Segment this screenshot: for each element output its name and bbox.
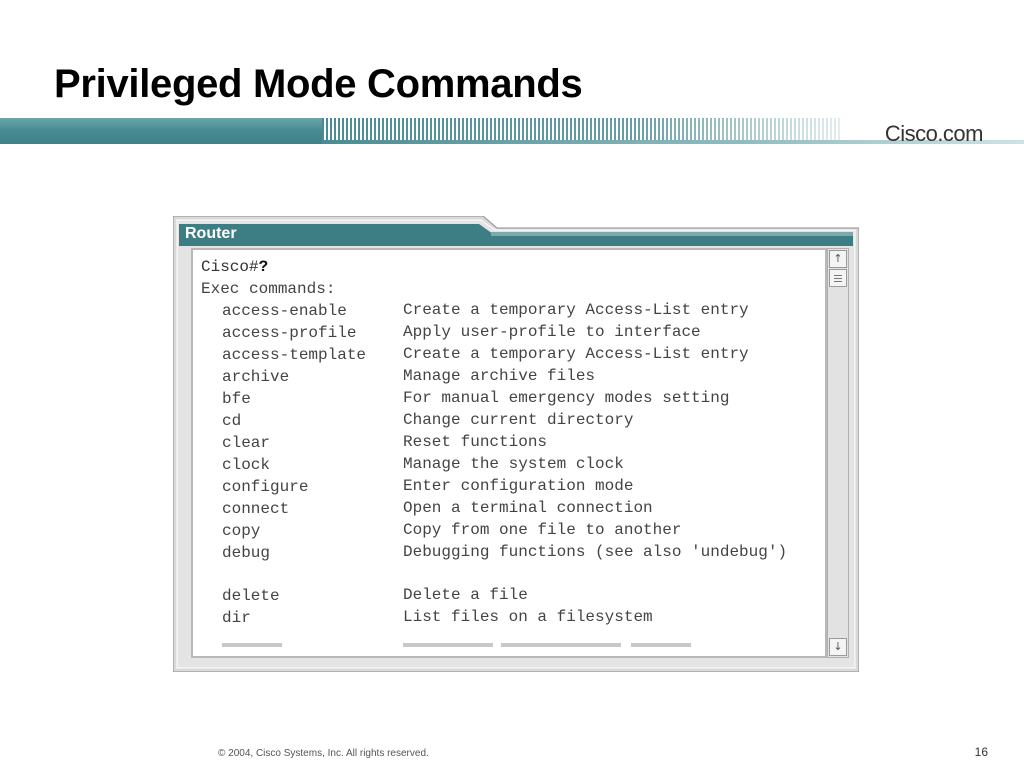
command-row: [201, 498, 821, 520]
command-description: Delete a file: [403, 586, 528, 604]
command-description: Manage archive files: [403, 367, 596, 385]
prompt-line: [201, 256, 821, 278]
terminal-output[interactable]: [191, 248, 827, 658]
command-row: [201, 300, 821, 322]
terminal-lines: [201, 256, 821, 651]
header-band-solid: [0, 118, 322, 144]
command-row: [201, 322, 821, 344]
command-row: [201, 432, 821, 454]
command-description: Copy from one file to another: [403, 521, 682, 539]
window-title: Router: [185, 225, 237, 242]
command-row: [201, 454, 821, 476]
command-row: [201, 585, 821, 607]
command-row: [201, 476, 821, 498]
brand-logo: Cisco.com: [884, 121, 983, 146]
command-row: [201, 542, 821, 585]
command-name: cd: [222, 412, 242, 430]
command-name: connect: [222, 500, 290, 518]
command-row: [201, 410, 821, 432]
command-row: [201, 520, 821, 542]
command-description: Reset functions: [403, 433, 548, 451]
command-description: Create a temporary Access-List entry: [403, 301, 749, 319]
arrow-down-icon[interactable]: ↓: [829, 638, 847, 656]
prompt-text: Cisco#: [201, 258, 259, 276]
command-description: Debugging functions (see also 'undebug'): [403, 543, 788, 561]
command-name: archive: [222, 368, 290, 386]
command-row: [201, 344, 821, 366]
command-name: clock: [222, 456, 271, 474]
exec-heading: Exec commands:: [201, 280, 336, 298]
vertical-scrollbar[interactable]: [827, 248, 849, 658]
command-name: access-template: [222, 346, 367, 364]
command-name: copy: [222, 522, 261, 540]
command-name: bfe: [222, 390, 251, 408]
command-description: Apply user-profile to interface: [403, 323, 701, 341]
command-description: Enter configuration mode: [403, 477, 634, 495]
page-number: 16: [974, 745, 988, 759]
command-name: configure: [222, 478, 309, 496]
command-name: access-enable: [222, 302, 347, 320]
command-row: [201, 366, 821, 388]
command-name: access-profile: [222, 324, 357, 342]
command-name: dir: [222, 609, 251, 627]
query-text: ?: [258, 258, 269, 276]
command-description: Manage the system clock: [403, 455, 624, 473]
scroll-thumb[interactable]: [829, 269, 847, 287]
router-window: [173, 216, 859, 672]
command-name: clear: [222, 434, 271, 452]
arrow-up-icon[interactable]: ↑: [829, 250, 847, 268]
command-row: [201, 607, 821, 629]
command-description: For manual emergency modes setting: [403, 389, 730, 407]
command-description: Change current directory: [403, 411, 634, 429]
command-row: [201, 388, 821, 410]
command-description: Open a terminal connection: [403, 499, 653, 517]
footer-copyright: © 2004, Cisco Systems, Inc. All rights reserved.: [218, 748, 429, 759]
command-description: Create a temporary Access-List entry: [403, 345, 749, 363]
command-description: List files on a filesystem: [403, 608, 653, 626]
cutoff-row: [201, 629, 821, 651]
command-name: debug: [222, 544, 271, 562]
slide-title: Privileged Mode Commands: [54, 62, 583, 106]
command-name: delete: [222, 587, 280, 605]
header-band: [0, 118, 1024, 144]
